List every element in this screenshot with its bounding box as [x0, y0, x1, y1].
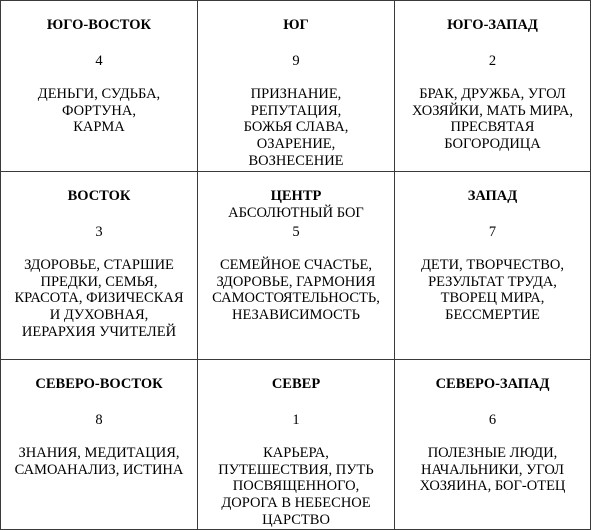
cell-northeast [1, 360, 198, 530]
direction-label: ЦЕНТР [270, 188, 322, 204]
meaning-line: БЕССМЕРТИЕ [445, 306, 540, 323]
meaning-line: САМОАНАЛИЗ, ИСТИНА [14, 461, 184, 478]
cell-north [198, 360, 395, 530]
meaning-line: КРАСОТА, ФИЗИЧЕСКАЯ [14, 290, 184, 307]
cell-east [1, 172, 198, 360]
meaning-line: ВОЗНЕСЕНИЕ [248, 152, 344, 169]
direction-label: СЕВЕРО-ЗАПАД [435, 376, 550, 392]
meaning-line: ЗДОРОВЬЕ, ГАРМОНИЯ [216, 273, 376, 290]
meaning-line: ПОЛЕЗНЫЕ ЛЮДИ, [427, 445, 558, 462]
meaning-line: КАРЬЕРА, [263, 445, 329, 462]
meaning-line: ПОСВЯЩЕННОГО, [232, 478, 360, 495]
direction-label: ВОСТОК [67, 188, 131, 204]
meaning-line: И ДУХОВНАЯ, [49, 306, 149, 323]
meaning-line: БРАК, ДРУЖБА, УГОЛ [419, 86, 566, 103]
meaning-line: КАРМА [73, 119, 125, 136]
direction-label: ЮГО-ВОСТОК [46, 17, 152, 33]
meaning-line: РЕПУТАЦИЯ, [250, 102, 342, 119]
meaning-line: ЗДОРОВЬЕ, СТАРШИЕ [24, 257, 174, 274]
cell-south [198, 1, 395, 172]
meaning-line: ЦАРСТВО [262, 511, 330, 528]
meaning-line: РЕЗУЛЬТАТ ТРУДА, [428, 273, 557, 290]
direction-label: СЕВЕРО-ВОСТОК [35, 376, 163, 392]
meaning-line: ОЗАРЕНИЕ, [256, 135, 336, 152]
meaning-line: ПРЕДКИ, СЕМЬЯ, [40, 273, 158, 290]
cell-center [198, 172, 395, 360]
cell-number: 9 [292, 52, 300, 69]
meaning-line: ТВОРЕЦ МИРА, [440, 290, 545, 307]
meaning-line: ФОРТУНА, [61, 102, 137, 119]
meaning-line: ДЕНЬГИ, СУДЬБА, [37, 86, 161, 103]
meaning-line: БОГОРОДИЦА [444, 135, 541, 152]
direction-label: СЕВЕР [271, 376, 321, 392]
cell-number: 6 [488, 411, 497, 428]
direction-label: ЗАПАД [467, 188, 518, 204]
cell-number: 7 [488, 223, 497, 240]
cell-number: 1 [292, 411, 300, 428]
meaning-line: НАЧАЛЬНИКИ, УГОЛ [420, 461, 564, 478]
center-subtitle: АБСОЛЮТНЫЙ БОГ [228, 204, 364, 221]
cell-number: 8 [95, 411, 103, 428]
meaning-line: ИЕРАРХИЯ УЧИТЕЛЕЙ [21, 323, 177, 340]
meaning-line: ПРЕСВЯТАЯ [450, 119, 535, 136]
cell-northwest [395, 360, 591, 530]
direction-label: ЮГО-ЗАПАД [447, 17, 538, 33]
meaning-line: СЕМЕЙНОЕ СЧАСТЬЕ, [220, 257, 372, 274]
cell-southeast [1, 1, 198, 172]
meaning-line: ЗНАНИЯ, МЕДИТАЦИЯ, [18, 445, 180, 462]
cell-number: 3 [95, 223, 103, 240]
meaning-line: ДОРОГА В НЕБЕСНОЕ [221, 494, 371, 511]
cell-number: 4 [95, 52, 103, 69]
meaning-line: ХОЗЯИНА, БОГ-ОТЕЦ [419, 478, 566, 495]
meaning-line: НЕЗАВИСИМОСТЬ [232, 306, 360, 323]
meaning-line: ДЕТИ, ТВОРЧЕСТВО, [421, 257, 564, 274]
cell-west [395, 172, 591, 360]
cell-number: 2 [488, 52, 497, 69]
meaning-line: ПУТЕШЕСТВИЯ, ПУТЬ [218, 461, 374, 478]
cell-southwest [395, 1, 591, 172]
meaning-line: БОЖЬЯ СЛАВА, [243, 119, 349, 136]
meaning-line: ХОЗЯЙКИ, МАТЬ МИРА, [411, 102, 574, 119]
meaning-line: САМОСТОЯТЕЛЬНОСТЬ, [212, 290, 380, 307]
cell-number: 5 [292, 223, 300, 240]
direction-label: ЮГ [283, 17, 309, 33]
meaning-line: ПРИЗНАНИЕ, [250, 86, 342, 103]
